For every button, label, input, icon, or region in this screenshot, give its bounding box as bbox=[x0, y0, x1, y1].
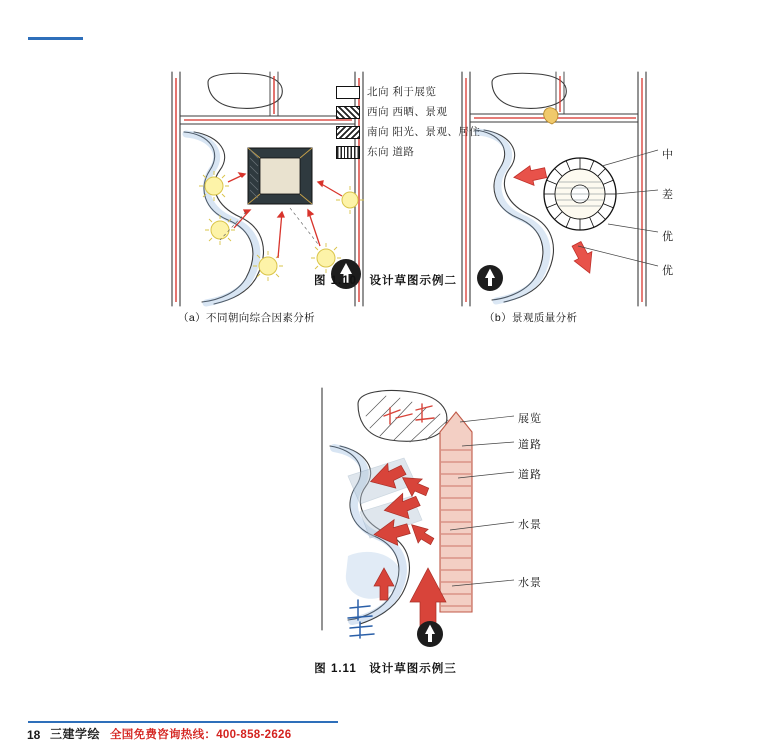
compass-rose bbox=[417, 621, 443, 647]
page-number: 18 bbox=[27, 728, 41, 742]
quality-label-you-2: 优 bbox=[662, 265, 674, 277]
legend-label: 北向 利于展览 bbox=[367, 86, 437, 98]
legend-label: 南向 阳光、景观、居住 bbox=[367, 126, 481, 138]
hotline-text: 全国免费咨询热线：400-858-2626 bbox=[110, 729, 292, 741]
radial-building bbox=[544, 158, 616, 230]
fig111-label-water-1: 水景 bbox=[518, 519, 542, 531]
figure-1-11 bbox=[0, 380, 771, 670]
swatch-north-icon bbox=[336, 86, 360, 99]
fig111-label-road-1: 道路 bbox=[518, 439, 542, 451]
swatch-west-icon bbox=[336, 106, 360, 119]
figure-1-10-title: 图 1.10 设计草图示例二 bbox=[313, 275, 458, 287]
footer-accent-rule bbox=[28, 721, 338, 723]
caption-b: （b）景观质量分析 bbox=[484, 312, 578, 324]
quality-label-zhong: 中 bbox=[662, 149, 674, 161]
figure-1-11-title: 图 1.11 设计草图示例三 bbox=[314, 663, 457, 675]
fig111-label-exhibition: 展览 bbox=[518, 413, 542, 425]
quality-label-you-1: 优 bbox=[662, 231, 674, 243]
fig111-label-road-2: 道路 bbox=[518, 469, 542, 481]
figure-1-10 bbox=[0, 60, 771, 350]
brand-name: 三建学绘 bbox=[50, 727, 101, 741]
caption-a: （a）不同朝向综合因素分析 bbox=[178, 312, 316, 324]
legend-label: 西向 西晒、景观 bbox=[367, 106, 448, 118]
quality-label-cha: 差 bbox=[662, 189, 674, 201]
swatch-south-icon bbox=[336, 126, 360, 139]
page-footer bbox=[0, 704, 771, 750]
fig111-label-water-2: 水景 bbox=[518, 577, 542, 589]
swatch-east-icon bbox=[336, 146, 360, 159]
legend-label: 东向 道路 bbox=[367, 146, 415, 158]
top-accent-rule bbox=[28, 37, 83, 40]
